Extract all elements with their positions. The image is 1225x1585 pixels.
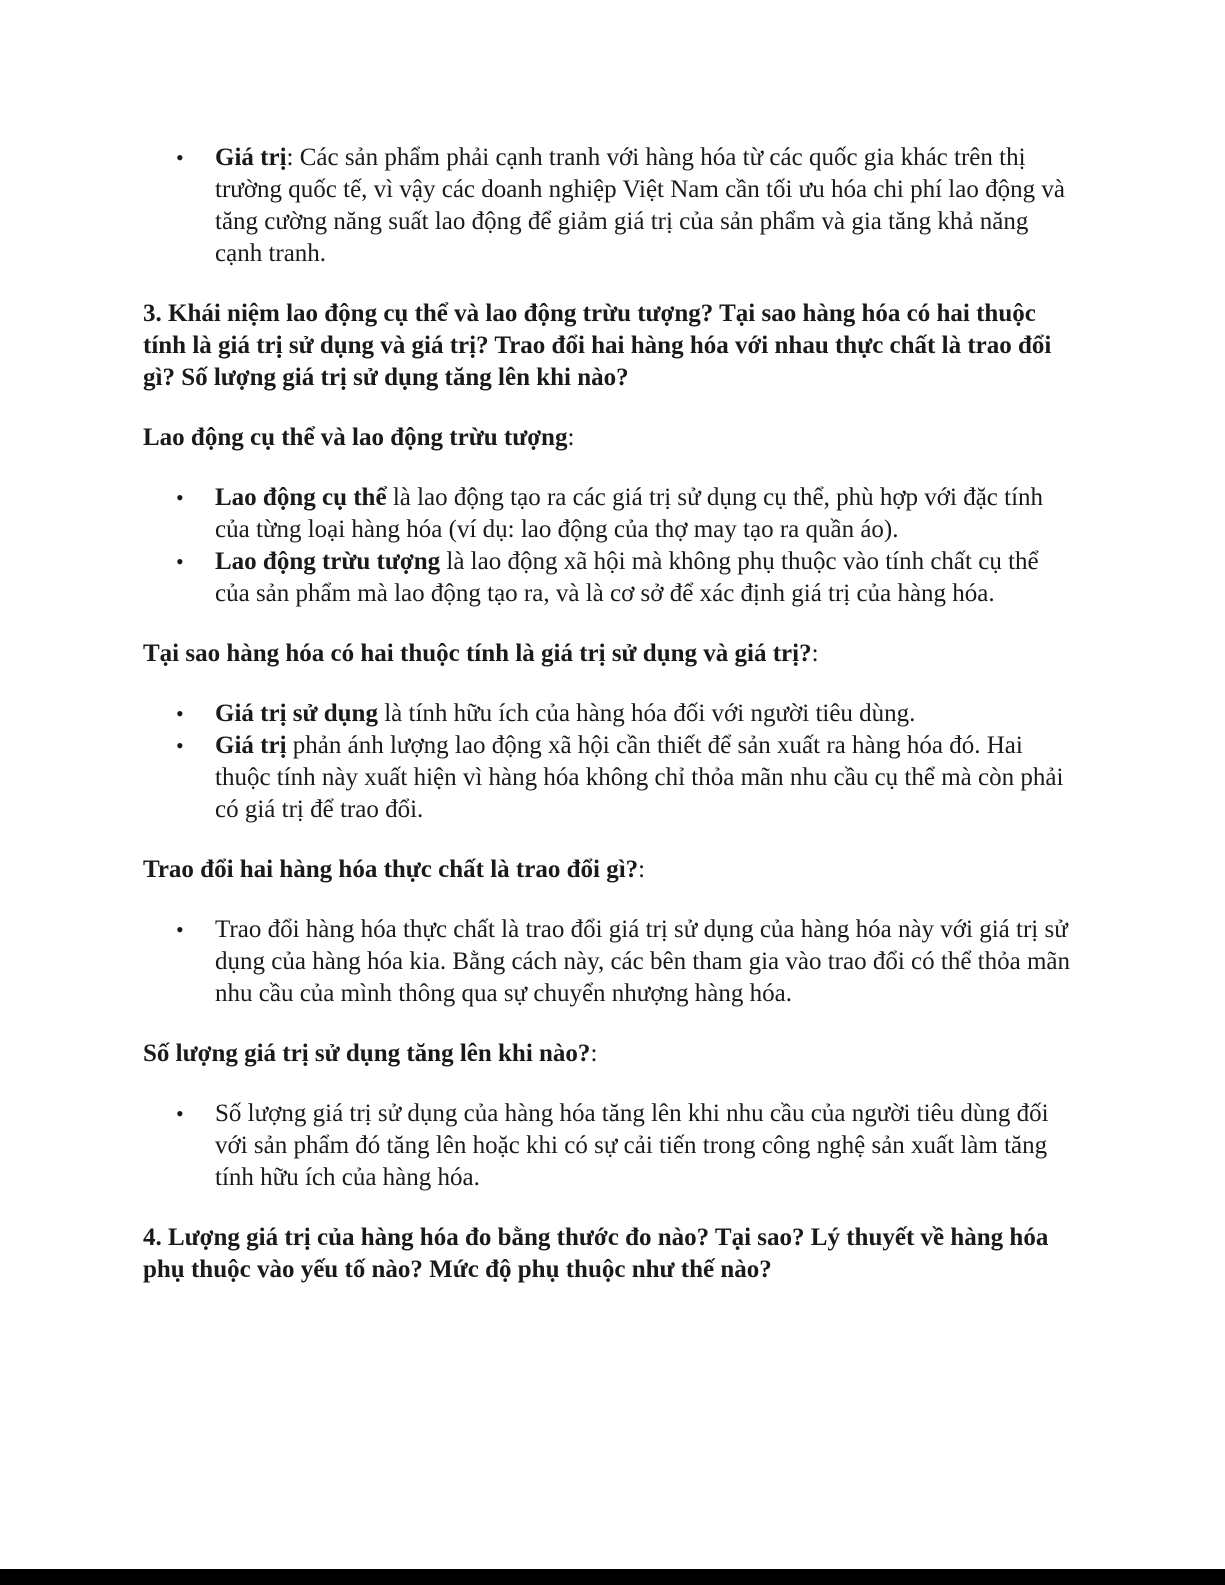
bullet-list	[143, 698, 1073, 826]
section-heading	[143, 422, 1073, 454]
section-title: Tại sao hàng hóa có hai thuộc tính là giá trị sử dụng và giá trị?	[143, 640, 812, 667]
list-item	[143, 698, 1073, 730]
section-colon: :	[638, 856, 646, 883]
list-item: • Số lượng giá trị sử dụng của hàng hóa tăng lên khi nhu cầu của người tiêu dùng đối với sản phẩm đó tăng lên hoặc khi có sự cải tiến trong công nghệ sản xuất làm tăng tính hữu ích của hàng hóa.	[143, 1098, 1073, 1194]
item-text: là lao động tạo ra các giá trị sử dụng cụ thể, phù hợp với đặc tính của từng loại hàng hóa (ví dụ: lao động của thợ may tạo ra quần áo).	[215, 484, 1044, 543]
question-4-heading: 4. Lượng giá trị của hàng hóa đo bằng thước đo nào? Tại sao? Lý thuyết về hàng hóa phụ thuộc vào yếu tố nào? Mức độ phụ thuộc như thế nào?	[143, 1224, 1049, 1283]
item-text: là lao động xã hội mà không phụ thuộc vào tính chất cụ thể của sản phẩm mà lao động tạo ra, và là cơ sở để xác định giá trị của hàng hóa.	[215, 548, 1039, 607]
section-title: Số lượng giá trị sử dụng tăng lên khi nào?	[143, 1040, 591, 1067]
bold-term: Giá trị sử dụng	[215, 700, 378, 727]
bold-term: Lao động cụ thể	[215, 484, 387, 511]
item-text: là tính hữu ích của hàng hóa đối với người tiêu dùng.	[377, 700, 916, 727]
section-heading	[143, 854, 1073, 886]
section-colon: :	[811, 640, 819, 667]
list-item	[143, 482, 1073, 546]
section-colon: :	[567, 424, 575, 451]
bullet-list	[143, 482, 1073, 610]
section-title: Trao đổi hai hàng hóa thực chất là trao đổi gì?	[143, 856, 639, 883]
section-title: Lao động cụ thể và lao động trừu tượng	[143, 424, 568, 451]
bold-term: Giá trị	[215, 144, 287, 171]
question-3-heading: 3. Khái niệm lao động cụ thể và lao động trừu tượng? Tại sao hàng hóa có hai thuộc tính là giá trị sử dụng và giá trị? Trao đổi hai hàng hóa với nhau thực chất là trao đổi gì? Số lượng giá trị sử dụng tăng lên khi nào?	[143, 300, 1052, 391]
section-heading	[143, 638, 1073, 670]
bold-term: Giá trị	[215, 732, 287, 759]
item-text: : Các sản phẩm phải cạnh tranh với hàng hóa từ các quốc gia khác trên thị trường quốc tế, vì vậy các doanh nghiệp Việt Nam cần tối ưu hóa chi phí lao động và tăng cường năng suất lao động để giảm giá trị của sản phẩm và gia tăng khả năng cạnh tranh.	[215, 144, 1065, 267]
bold-term: Lao động trừu tượng	[215, 548, 441, 575]
bullet-list	[143, 1098, 1073, 1194]
list-item	[143, 730, 1073, 826]
section-heading	[143, 1038, 1073, 1070]
document-page	[143, 142, 1073, 1286]
page-bottom-border	[0, 1569, 1225, 1585]
list-item	[143, 546, 1073, 610]
bullet-list	[143, 914, 1073, 1010]
bullet-list-top	[143, 142, 1073, 270]
section-colon: :	[590, 1040, 598, 1067]
list-item: • Trao đổi hàng hóa thực chất là trao đổi giá trị sử dụng của hàng hóa này với giá trị sử dụng của hàng hóa kia. Bằng cách này, các bên tham gia vào trao đổi có thể thỏa mãn nhu cầu của mình thông qua sự chuyển nhượng hàng hóa.	[143, 914, 1073, 1010]
item-text: phản ánh lượng lao động xã hội cần thiết để sản xuất ra hàng hóa đó. Hai thuộc tính này xuất hiện vì hàng hóa không chỉ thỏa mãn nhu cầu cụ thể mà còn phải có giá trị để trao đổi.	[215, 732, 1064, 823]
list-item	[143, 142, 1073, 270]
